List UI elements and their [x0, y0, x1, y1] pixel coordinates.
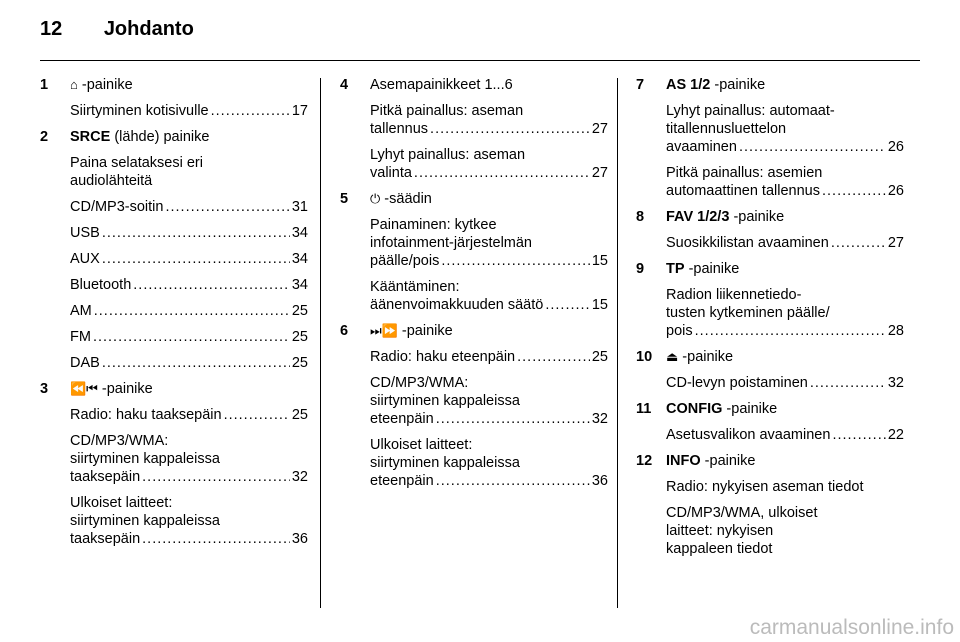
entry-label: (lähde) painike [114, 129, 210, 145]
index-line [666, 322, 904, 340]
control-name: SRCE [70, 129, 111, 145]
entry-description [666, 102, 904, 156]
description-line: CD/MP3/WMA, ulkoiset [666, 505, 818, 521]
legend-entry [636, 452, 904, 558]
page-reference: 31 [291, 199, 308, 215]
index-text: CD-levyn poistaminen [666, 375, 808, 391]
description-line: Radio: nykyisen aseman tiedot [666, 479, 864, 495]
entry-title [70, 76, 308, 94]
entry-number: 10 [636, 349, 653, 365]
page-reference: 36 [291, 531, 308, 547]
legend-entry [340, 322, 608, 490]
legend-entry [636, 260, 904, 340]
entry-title [370, 76, 608, 94]
home-icon: ⌂ [70, 77, 78, 92]
description-line: Ulkoiset laitteet: [70, 495, 173, 511]
index-line [666, 426, 904, 444]
page-reference: 27 [591, 121, 608, 137]
index-text: CD/MP3-soitin [70, 199, 164, 215]
leader-dots [165, 198, 289, 216]
entry-label: -painike [101, 381, 153, 397]
legend-entry [340, 190, 608, 314]
index-text: Suosikkilistan avaaminen [666, 235, 829, 251]
entry-description [70, 102, 308, 120]
entry-description [70, 432, 308, 486]
entry-label: -painike [733, 209, 785, 225]
entry-label: -painike [81, 77, 133, 93]
entry-description [370, 436, 608, 490]
index-line [70, 354, 308, 372]
entry-description [70, 406, 308, 424]
index-text: eteenpäin [370, 411, 434, 427]
column-divider-1 [320, 78, 321, 608]
entry-heading [340, 76, 608, 94]
legend-entry [40, 380, 308, 548]
entry-description [370, 102, 608, 138]
index-line [666, 234, 904, 252]
legend-entry [636, 400, 904, 444]
leader-dots [739, 138, 886, 156]
entry-description [70, 494, 308, 548]
control-name: CONFIG [666, 401, 723, 417]
entry-description [70, 198, 308, 216]
index-text: AUX [70, 251, 100, 267]
description-line: siirtyminen kappaleissa [370, 455, 520, 471]
entry-title [370, 322, 608, 340]
control-name: TP [666, 261, 685, 277]
leader-dots [517, 348, 590, 366]
page-reference: 26 [887, 139, 904, 155]
description-line: Paina selataksesi eri [70, 155, 203, 171]
description-line: Radion liikennetiedo- [666, 287, 802, 303]
column-1 [40, 76, 308, 556]
index-line [370, 252, 608, 270]
page-reference: 34 [291, 251, 308, 267]
entry-title [370, 190, 608, 208]
index-line [70, 250, 308, 268]
entry-label: -säädin [384, 191, 432, 207]
index-line [70, 406, 308, 424]
index-line [70, 468, 308, 486]
index-line [70, 198, 308, 216]
entry-title [666, 348, 904, 366]
page-reference: 34 [291, 225, 308, 241]
description-line: siirtyminen kappaleissa [70, 451, 220, 467]
column-3 [636, 76, 904, 566]
entry-description [666, 164, 904, 200]
leader-dots [211, 102, 290, 120]
entry-label: -painike [726, 401, 778, 417]
page-reference: 25 [291, 303, 308, 319]
index-line [370, 164, 608, 182]
page-reference: 17 [291, 103, 308, 119]
index-line [370, 120, 608, 138]
index-text: taaksepäin [70, 531, 141, 547]
entry-title [70, 128, 308, 146]
leader-dots [831, 234, 886, 252]
entry-description [370, 374, 608, 428]
index-text: automaattinen tallennus [666, 183, 820, 199]
index-line [70, 276, 308, 294]
watermark: carmanualsonline.info [749, 616, 954, 639]
page-reference: 25 [291, 355, 308, 371]
entry-heading [636, 348, 904, 366]
leader-dots [142, 530, 290, 548]
entry-number: 7 [636, 77, 645, 93]
index-text: avaaminen [666, 139, 737, 155]
entry-description [370, 216, 608, 270]
entry-title [666, 400, 904, 418]
leader-dots [102, 354, 290, 372]
entry-title [70, 380, 308, 398]
leader-dots [810, 374, 886, 392]
entry-number: 1 [40, 77, 49, 93]
index-text: DAB [70, 355, 100, 371]
index-line [70, 302, 308, 320]
entry-description [666, 374, 904, 392]
leader-dots [430, 120, 590, 138]
index-line [666, 374, 904, 392]
page-reference: 36 [591, 473, 608, 489]
entry-heading [636, 452, 904, 470]
leader-dots [102, 250, 290, 268]
entry-heading [40, 380, 308, 398]
entry-number: 11 [636, 401, 652, 417]
index-line [370, 410, 608, 428]
description-line: Pitkä painallus: asemien [666, 165, 823, 181]
index-line [70, 224, 308, 242]
index-text: äänenvoimakkuuden säätö [370, 297, 544, 313]
entry-label: Asemapainikkeet 1...6 [370, 77, 513, 93]
entry-label: -painike [401, 323, 453, 339]
entry-description [666, 426, 904, 444]
page-title: Johdanto [103, 18, 194, 40]
page-reference: 22 [887, 427, 904, 443]
leader-dots [436, 472, 590, 490]
leader-dots [414, 164, 590, 182]
leader-dots [822, 182, 886, 200]
legend-entry [40, 76, 308, 120]
entry-number: 3 [40, 381, 49, 397]
entry-heading [636, 400, 904, 418]
leader-dots [133, 276, 290, 294]
entry-description [70, 154, 308, 190]
entry-heading [340, 322, 608, 340]
description-line: CD/MP3/WMA: [70, 433, 169, 449]
index-line [666, 138, 904, 156]
index-text: Bluetooth [70, 277, 132, 293]
seek-forward-icon: ⏭⏩ [370, 323, 398, 338]
page-reference: 26 [887, 183, 904, 199]
leader-dots [102, 224, 290, 242]
index-line [370, 472, 608, 490]
description-line: Pitkä painallus: aseman [370, 103, 524, 119]
index-text: AM [70, 303, 92, 319]
entry-description [666, 234, 904, 252]
index-text: FM [70, 329, 91, 345]
leader-dots [695, 322, 886, 340]
entry-label: -painike [682, 349, 734, 365]
page-reference: 15 [591, 297, 608, 313]
entry-heading [636, 76, 904, 94]
entry-description [70, 276, 308, 294]
header-rule [40, 60, 920, 61]
description-line: tusten kytkeminen päälle/ [666, 305, 830, 321]
page-reference: 34 [291, 277, 308, 293]
entry-number: 2 [40, 129, 49, 145]
control-name: AS 1/2 [666, 77, 711, 93]
column-2 [340, 76, 608, 498]
page-reference: 27 [887, 235, 904, 251]
index-line [370, 348, 608, 366]
entry-description [70, 224, 308, 242]
description-line: Kääntäminen: [370, 279, 460, 295]
entry-title [666, 260, 904, 278]
entry-heading [636, 208, 904, 226]
page-reference: 15 [591, 253, 608, 269]
legend-entry [636, 208, 904, 252]
description-line: Painaminen: kytkee [370, 217, 497, 233]
description-line: Lyhyt painallus: aseman [370, 147, 526, 163]
legend-entry [340, 76, 608, 182]
entry-label: -painike [704, 453, 756, 469]
page-header [40, 18, 194, 41]
page-reference: 32 [887, 375, 904, 391]
page-reference: 28 [887, 323, 904, 339]
page-reference: 32 [291, 469, 308, 485]
entry-number: 9 [636, 261, 645, 277]
entry-number: 12 [636, 453, 653, 469]
entry-description [70, 302, 308, 320]
leader-dots [93, 328, 290, 346]
entry-description [70, 250, 308, 268]
index-text: Asetusvalikon avaaminen [666, 427, 831, 443]
index-text: päälle/pois [370, 253, 440, 269]
description-line: siirtyminen kappaleissa [370, 393, 520, 409]
power-knob-icon: ⏻ [370, 191, 381, 206]
entry-label: -painike [688, 261, 740, 277]
eject-icon: ⏏ [666, 349, 679, 364]
entry-label: -painike [714, 77, 766, 93]
entry-title [666, 208, 904, 226]
column-divider-2 [617, 78, 618, 608]
leader-dots [441, 252, 590, 270]
entry-title [666, 452, 904, 470]
legend-entry [636, 348, 904, 392]
page-number: 12 [40, 18, 63, 40]
entry-description [370, 278, 608, 314]
page-reference: 25 [291, 329, 308, 345]
index-line [70, 102, 308, 120]
description-line: CD/MP3/WMA: [370, 375, 469, 391]
index-text: taaksepäin [70, 469, 141, 485]
legend-entry [40, 128, 308, 372]
page-reference: 25 [291, 407, 308, 423]
index-text: pois [666, 323, 693, 339]
index-text: valinta [370, 165, 412, 181]
entry-heading [340, 190, 608, 208]
entry-number: 6 [340, 323, 349, 339]
entry-description [370, 348, 608, 366]
page-reference: 25 [591, 349, 608, 365]
description-line: infotainment-järjestelmän [370, 235, 532, 251]
entry-heading [636, 260, 904, 278]
entry-title [666, 76, 904, 94]
index-line [70, 530, 308, 548]
entry-heading [40, 128, 308, 146]
entry-description [70, 328, 308, 346]
entry-description [370, 146, 608, 182]
entry-description [666, 504, 904, 558]
legend-entry [636, 76, 904, 200]
entry-number: 4 [340, 77, 349, 93]
index-text: Siirtyminen kotisivulle [70, 103, 209, 119]
entry-description [666, 286, 904, 340]
leader-dots [436, 410, 590, 428]
index-text: Radio: haku taaksepäin [70, 407, 222, 423]
entry-heading [40, 76, 308, 94]
leader-dots [545, 296, 590, 314]
index-text: Radio: haku eteenpäin [370, 349, 516, 365]
description-line: kappaleen tiedot [666, 541, 773, 557]
index-text: eteenpäin [370, 473, 434, 489]
leader-dots [224, 406, 290, 424]
description-line: laitteet: nykyisen [666, 523, 774, 539]
page-reference: 27 [591, 165, 608, 181]
entry-description [666, 478, 904, 496]
leader-dots [832, 426, 885, 444]
description-line: Ulkoiset laitteet: [370, 437, 473, 453]
description-line: siirtyminen kappaleissa [70, 513, 220, 529]
index-line [370, 296, 608, 314]
entry-number: 8 [636, 209, 645, 225]
leader-dots [142, 468, 290, 486]
entry-number: 5 [340, 191, 349, 207]
description-line: audiolähteitä [70, 173, 153, 189]
entry-description [70, 354, 308, 372]
index-text: USB [70, 225, 100, 241]
page-reference: 32 [591, 411, 608, 427]
control-name: INFO [666, 453, 701, 469]
leader-dots [94, 302, 290, 320]
seek-back-icon: ⏪⏮ [70, 381, 98, 396]
index-line [666, 182, 904, 200]
index-text: tallennus [370, 121, 429, 137]
index-line [70, 328, 308, 346]
description-line: Lyhyt painallus: automaat- [666, 103, 835, 119]
description-line: titallennusluettelon [666, 121, 787, 137]
control-name: FAV 1/2/3 [666, 209, 730, 225]
